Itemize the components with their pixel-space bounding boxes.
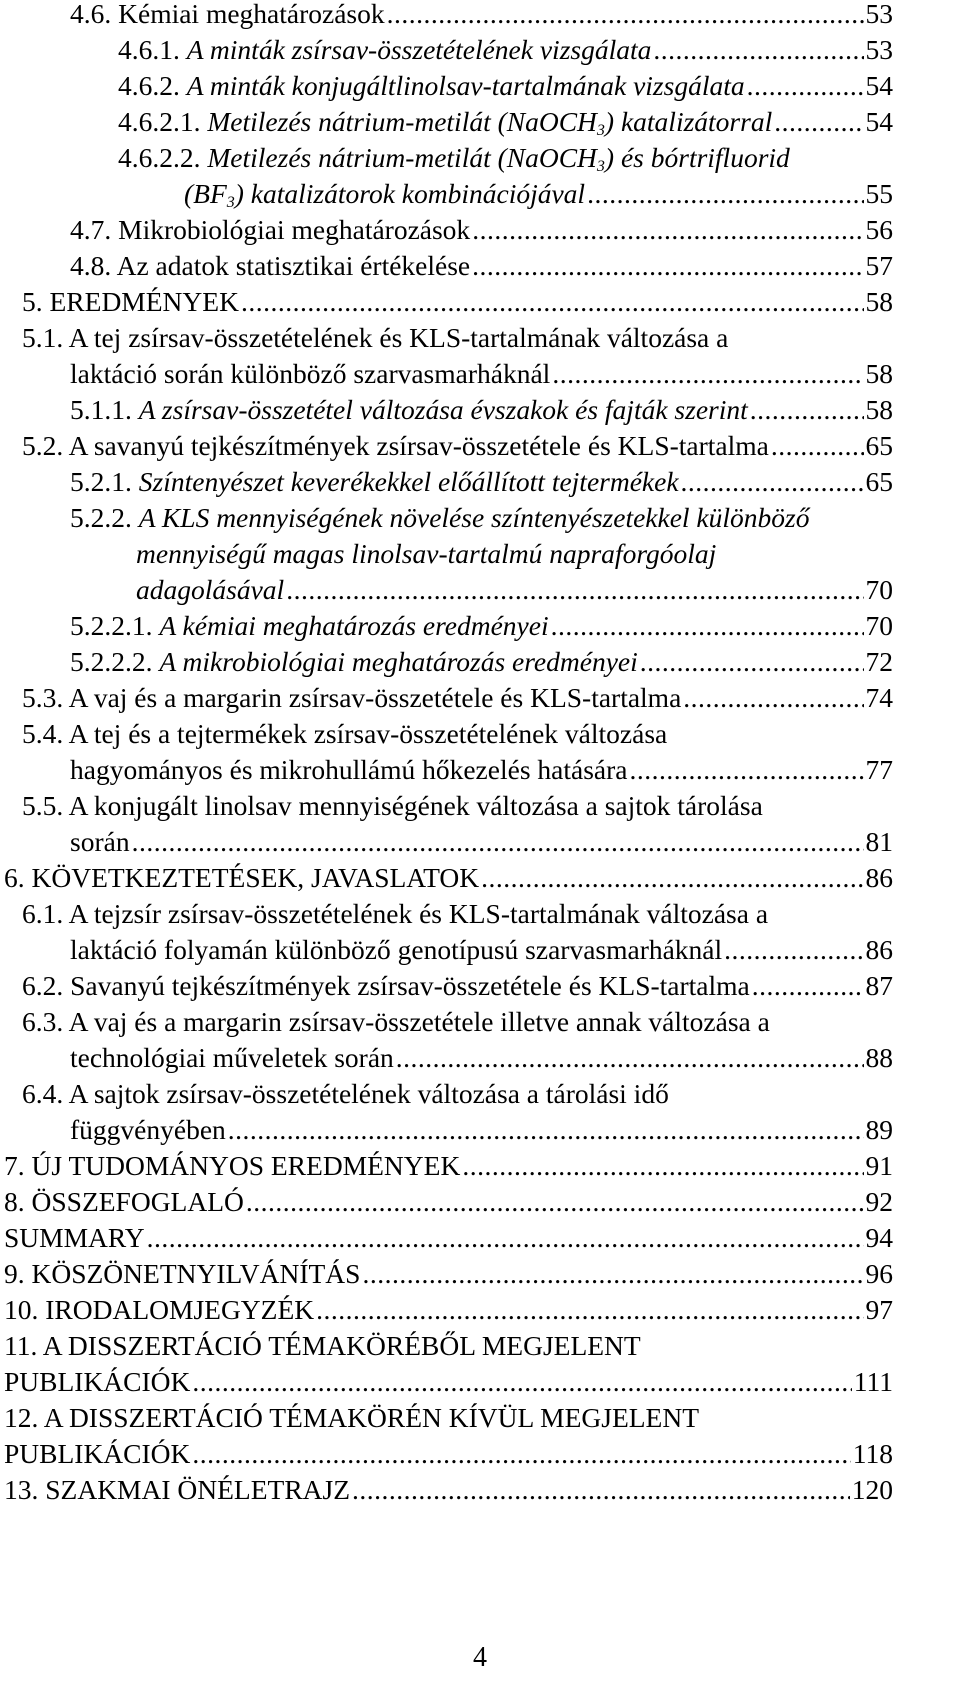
toc-entry-title: A tej és a tejtermékek zsírsav-összetételének változása bbox=[68, 718, 668, 749]
toc-entry bbox=[22, 968, 893, 1004]
toc-entry-number: 6.2. bbox=[22, 970, 64, 1001]
toc-entry-continuation: laktáció folyamán különböző genotípusú szarvasmarháknál ..... 86 bbox=[70, 932, 893, 968]
toc-entry-title: A minták zsírsav-összetételének vizsgálata bbox=[186, 34, 652, 65]
toc-entry-page: 53 bbox=[865, 34, 893, 65]
toc-entry-continuation: technológiai műveletek során ..... 88 bbox=[70, 1040, 893, 1076]
toc-entry-page: 54 bbox=[865, 106, 893, 137]
toc-entry bbox=[22, 284, 893, 320]
toc-entry-page: 92 bbox=[865, 1186, 893, 1217]
toc-entry-title: A DISSZERTÁCIÓ TÉMAKÖRÉN KÍVÜL MEGJELENT bbox=[43, 1402, 699, 1433]
toc-entry-title: Metilezés nátrium-metilát (NaOCH$_3$) katalizátorral bbox=[207, 106, 773, 139]
toc-entry-page: 58 bbox=[865, 394, 893, 425]
toc-entry bbox=[4, 1184, 893, 1220]
toc-entry-number: 5.1. bbox=[22, 322, 64, 353]
toc-entry-number: 5.5. bbox=[22, 790, 64, 821]
toc-entry-number: 5.2.2.2. bbox=[70, 646, 153, 677]
toc-entry-continuation: adagolásával ..... 70 bbox=[136, 572, 893, 608]
toc-entry-title: A vaj és a margarin zsírsav-összetétele és KLS-tartalma bbox=[68, 682, 682, 713]
toc-entry-title: A minták konjugáltlinolsav-tartalmának vizsgálata bbox=[186, 70, 745, 101]
toc-entry-title: KÖSZÖNETNYILVÁNÍTÁS bbox=[31, 1258, 361, 1289]
toc-entry-title: ÚJ TUDOMÁNYOS EREDMÉNYEK bbox=[31, 1150, 461, 1181]
toc-entry-title: A tejzsír zsírsav-összetételének és KLS-tartalmának változása a bbox=[68, 898, 769, 929]
toc-entry-page: 70 bbox=[865, 610, 893, 641]
toc-entry-title: A sajtok zsírsav-összetételének változása a tárolási idő bbox=[68, 1078, 669, 1109]
toc-entry-page: 65 bbox=[865, 466, 893, 497]
toc-entry-continuation: mennyiségű magas linolsav-tartalmú napraforgóolaj bbox=[136, 538, 717, 569]
toc-entry-continuation: során ..... 81 bbox=[70, 824, 893, 860]
toc-entry bbox=[70, 212, 893, 248]
toc-entry bbox=[4, 1220, 893, 1256]
toc-entry-continuation: hagyományos és mikrohullámú hőkezelés hatására ..... 77 bbox=[70, 752, 893, 788]
toc-entry-number: 11. bbox=[4, 1330, 38, 1361]
toc-entry-continuation: laktáció során különböző szarvasmarháknál ..... 58 bbox=[70, 356, 893, 392]
toc-entry bbox=[22, 788, 763, 824]
toc-entry-number: 4.6.1. bbox=[118, 34, 180, 65]
toc-entry-title: EREDMÉNYEK bbox=[49, 286, 239, 317]
page-number: 4 bbox=[473, 1642, 487, 1673]
toc-entry-page: 70 bbox=[865, 574, 893, 605]
toc-entry-page: 57 bbox=[865, 250, 893, 281]
toc-entry bbox=[118, 140, 790, 176]
toc-entry-number: 4.8. bbox=[70, 250, 112, 281]
toc-entry-title: Kémiai meghatározások bbox=[118, 0, 385, 29]
toc-entry-title: ÖSSZEFOGLALÓ bbox=[31, 1186, 244, 1217]
toc-entry bbox=[70, 248, 893, 284]
toc-entry-title: A savanyú tejkészítmények zsírsav-összetétele és KLS-tartalma bbox=[68, 430, 769, 461]
toc-entry-continuation: függvényében ..... 89 bbox=[70, 1112, 893, 1148]
toc-entry-number: 12. bbox=[4, 1402, 39, 1433]
toc-entry-page: 111 bbox=[853, 1366, 893, 1397]
toc-entry-page: 86 bbox=[865, 934, 893, 965]
toc-entry bbox=[118, 104, 893, 140]
toc-entry-title: Metilezés nátrium-metilát (NaOCH$_3$) és bórtrifluorid bbox=[207, 142, 790, 175]
toc-entry-page: 65 bbox=[865, 430, 893, 461]
toc-entry-number: 6.1. bbox=[22, 898, 64, 929]
toc-entry bbox=[22, 896, 768, 932]
toc-entry-page: 74 bbox=[865, 682, 893, 713]
toc-entry-number: 6.3. bbox=[22, 1006, 64, 1037]
toc-entry-number: 5.4. bbox=[22, 718, 64, 749]
toc-entry-number: 5.2.2.1. bbox=[70, 610, 153, 641]
toc-entry-title: Színtenyészet keverékekkel előállított tejtermékek bbox=[138, 466, 679, 497]
toc-entry-page: 53 bbox=[865, 0, 893, 29]
toc-entry bbox=[118, 68, 893, 104]
toc-entry-number: 6. bbox=[4, 862, 25, 893]
toc-entry-continuation: PUBLIKÁCIÓK ..... 118 bbox=[4, 1436, 893, 1472]
toc-entry-number: 9. bbox=[4, 1258, 25, 1289]
toc-entry-page: 56 bbox=[865, 214, 893, 245]
toc-entry-number: 13. bbox=[4, 1474, 39, 1505]
toc-entry-page: 54 bbox=[865, 70, 893, 101]
toc-entry-title: A DISSZERTÁCIÓ TÉMAKÖRÉBŐL MEGJELENT bbox=[42, 1330, 641, 1361]
toc-entry bbox=[70, 464, 893, 500]
toc-entry-page: 55 bbox=[865, 178, 893, 209]
toc-entry-title: A zsírsav-összetétel változása évszakok és fajták szerint bbox=[138, 394, 748, 425]
toc-entry-page: 72 bbox=[865, 646, 893, 677]
toc-entry-page: 96 bbox=[865, 1258, 893, 1289]
toc-entry-number: 4.6. bbox=[70, 0, 112, 29]
toc-entry-page: 87 bbox=[865, 970, 893, 1001]
toc-entry-title: Mikrobiológiai meghatározások bbox=[118, 214, 471, 245]
toc-entry-title: A tej zsírsav-összetételének és KLS-tartalmának változása a bbox=[68, 322, 729, 353]
toc-entry bbox=[4, 1148, 893, 1184]
toc-entry-number: 4.6.2. bbox=[118, 70, 180, 101]
toc-entry-number: 4.6.2.1. bbox=[118, 106, 201, 137]
toc-entry-number: 6.4. bbox=[22, 1078, 64, 1109]
toc-entry-page: 58 bbox=[865, 358, 893, 389]
toc-entry bbox=[4, 860, 893, 896]
toc-entry bbox=[22, 716, 667, 752]
toc-entry-title: A mikrobiológiai meghatározás eredményei bbox=[159, 646, 638, 677]
toc-entry bbox=[22, 428, 893, 464]
toc-entry-number: 5.2.1. bbox=[70, 466, 132, 497]
toc-entry-title: SZAKMAI ÖNÉLETRAJZ bbox=[45, 1474, 351, 1505]
toc-entry-number: 5.3. bbox=[22, 682, 64, 713]
toc-entry-title: SUMMARY bbox=[4, 1222, 145, 1253]
toc-entry-number: 7. bbox=[4, 1150, 25, 1181]
toc-entry bbox=[22, 320, 728, 356]
toc-entry-page: 97 bbox=[865, 1294, 893, 1325]
toc-entry-title: A konjugált linolsav mennyiségének változása a sajtok tárolása bbox=[68, 790, 763, 821]
toc-entry bbox=[70, 500, 809, 536]
toc-entry-page: 89 bbox=[865, 1114, 893, 1145]
toc-entry bbox=[70, 0, 893, 32]
toc-entry-number: 5.2.2. bbox=[70, 502, 132, 533]
toc-entry-title: A vaj és a margarin zsírsav-összetétele illetve annak változása a bbox=[68, 1006, 770, 1037]
toc-entry bbox=[22, 1004, 770, 1040]
toc-entry-number: 5.1.1. bbox=[70, 394, 132, 425]
toc-entry-title: IRODALOMJEGYZÉK bbox=[45, 1294, 315, 1325]
toc-entry bbox=[118, 32, 893, 68]
toc-entry-title: Savanyú tejkészítmények zsírsav-összetétele és KLS-tartalma bbox=[70, 970, 750, 1001]
toc-entry-number: 4.7. bbox=[70, 214, 112, 245]
toc-entry bbox=[4, 1256, 893, 1292]
toc-entry-title: KÖVETKEZTETÉSEK, JAVASLATOK bbox=[31, 862, 480, 893]
toc-entry-title: A KLS mennyiségének növelése színtenyészetekkel különböző bbox=[138, 502, 810, 533]
toc-entry bbox=[4, 1328, 641, 1364]
toc-entry-number: 5.2. bbox=[22, 430, 64, 461]
toc-entry-page: 91 bbox=[865, 1150, 893, 1181]
toc-entry bbox=[70, 392, 893, 428]
toc-entry-number: 5. bbox=[22, 286, 43, 317]
toc-entry-page: 88 bbox=[865, 1042, 893, 1073]
toc-entry-number: 10. bbox=[4, 1294, 39, 1325]
toc-entry bbox=[4, 1292, 893, 1328]
toc-entry-page: 77 bbox=[865, 754, 893, 785]
toc-entry-page: 120 bbox=[851, 1474, 893, 1505]
toc-entry-title: Az adatok statisztikai értékelése bbox=[116, 250, 471, 281]
toc-entry-page: 94 bbox=[865, 1222, 893, 1253]
toc-entry bbox=[70, 608, 893, 644]
toc-entry-page: 86 bbox=[865, 862, 893, 893]
toc-entry bbox=[22, 1076, 669, 1112]
toc-entry-page: 81 bbox=[865, 826, 893, 857]
toc-entry-number: 8. bbox=[4, 1186, 25, 1217]
toc-entry-page: 58 bbox=[865, 286, 893, 317]
toc-entry bbox=[4, 1400, 699, 1436]
toc-entry-number: 4.6.2.2. bbox=[118, 142, 201, 173]
toc-entry-page: 118 bbox=[852, 1438, 893, 1469]
toc-entry-continuation: PUBLIKÁCIÓK ..... 111 bbox=[4, 1364, 893, 1400]
toc-entry bbox=[4, 1472, 893, 1508]
toc-entry bbox=[22, 680, 893, 716]
toc-entry bbox=[70, 644, 893, 680]
toc-entry-title: A kémiai meghatározás eredményei bbox=[159, 610, 549, 641]
toc-entry-continuation: $(BF_3)$ katalizátorok kombinációjával ..... 55 bbox=[184, 176, 893, 212]
